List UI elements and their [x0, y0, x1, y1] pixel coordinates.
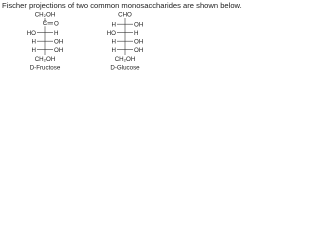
- glucose-bottom-group: CH₂OH: [114, 56, 136, 63]
- fructose-row2-right: H: [54, 29, 59, 37]
- glucose-row1-left: H: [111, 21, 116, 29]
- glucose-row4-left: H: [111, 46, 116, 54]
- fructose-row4-left: H: [31, 46, 36, 54]
- fischer-projections-diagram: [0, 0, 200, 75]
- glucose-row3-right: OH: [134, 38, 144, 46]
- fructose-row2-left: HO: [26, 29, 36, 37]
- fructose-carbonyl-oxygen: O: [54, 20, 59, 28]
- glucose-row1-right: OH: [134, 21, 144, 29]
- fructose-name-label: D-Fructose: [29, 64, 61, 72]
- glucose-row2-right: H: [134, 29, 139, 37]
- fructose-top-group: CH₂OH: [34, 11, 56, 19]
- glucose-name-label: D-Glucose: [110, 64, 140, 72]
- fructose-row4-right: OH: [54, 46, 64, 54]
- glucose-row4-right: OH: [134, 46, 144, 54]
- fructose-bottom-group: CH₂OH: [34, 56, 56, 63]
- figure-caption: Fischer projections of two common monosaccharides are shown below.: [2, 1, 242, 10]
- glucose-top-group: CHO: [118, 11, 132, 19]
- glucose-row3-left: H: [111, 38, 116, 46]
- glucose-projection: [107, 12, 144, 72]
- fructose-carbonyl-carbon: C: [42, 20, 48, 27]
- glucose-row2-left: HO: [106, 29, 116, 37]
- fructose-row3-left: H: [31, 38, 36, 46]
- fructose-row3-right: OH: [54, 38, 64, 46]
- fructose-projection: [27, 12, 64, 72]
